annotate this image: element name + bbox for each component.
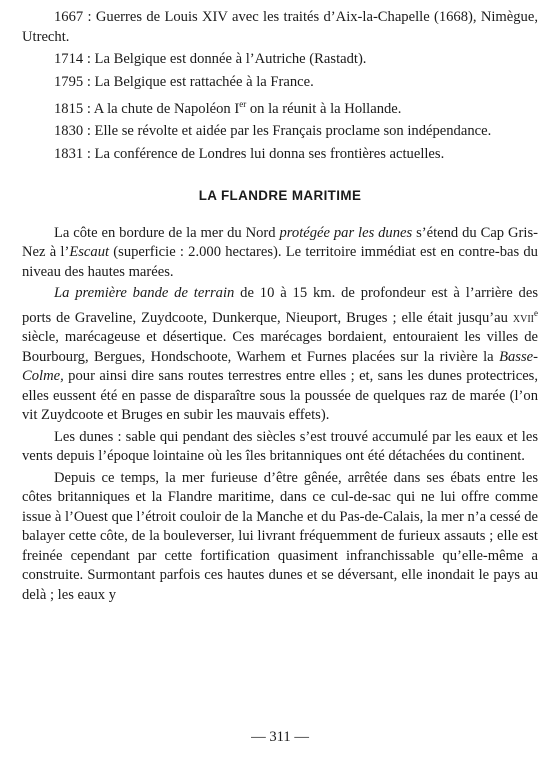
paragraph-sea: Depuis ce temps, la mer furieuse d’être gênée, arrêtée dans ses ébats entre les côtes britanniques et la Flandre maritime, dans ce cul-de-sac qui ne lui offre comme issue à l’Ouest que l’étroit couloir de la Manche et du Pas-de-Calais, la mer n’a cessé de balayer cette côte, de la bouleverser, lui livrant fréquemment de furieux assauts ; elle est freinée cependant par cette fortification quasiment infranchissable qu’elle-même a construite. Surmontant parfois ces hautes dunes et se déversant, elle inondait le pays au delà ; les eaux y [22,469,538,603]
paragraph-coast: La côte en bordure de la mer du Nord protégée par les dunes s’étend du Cap Gris-Nez à l’Escaut (superficie : 2.000 hectares). Le territoire immédiat est en contre-bas du niveau des hautes marées. [22,224,538,280]
chronology-entry-1831: 1831 : La conférence de Londres lui donna ses frontières actuelles. [54,145,445,162]
chronology-entry-1830: 1830 : Elle se révolte et aidée par les Français proclame son indépendance. [54,123,492,140]
page-number: — 311 — [251,729,309,745]
paragraph-first-strip: La première bande de terrain de 10 à 15 km. de profondeur est à l’arrière des ports de Graveline, Zuydcoote, Dunkerque, Nieuport, Bruges ; elle était jusqu’au xvii$^e$ siècle, marécageuse et désertique. Ces marécages bordaient, entouraient les villes de Bourbourg, Bergues, Hondschoote, Warhem et Furnes placées sur la rivière la Basse-Colme, pour ainsi dire sans routes terrestres entre elles ; et, sans les dunes protectrices, elles eussent été en passe de disparaître sous la poussée de quelques raz de marée (l’on vit Zuydcoote et Bruges en subir les mauvais effets). [22,285,538,424]
paragraph-dunes: Les dunes : sable qui pendant des siècles s’est trouvé accumulé par les eaux et les vents depuis l’époque lointaine où les îles britanniques ont été détachées du continent. [22,428,538,465]
chronology-list [22,8,538,164]
chronology-entry-1795: 1795 : La Belgique est rattachée à la France. [54,73,314,90]
chronology-entry-1714: 1714 : La Belgique est donnée à l’Autriche (Rastadt). [54,51,367,67]
document-page [22,8,538,760]
section-title: LA FLANDRE MARITIME [198,188,362,204]
chronology-entry-1815: 1815 : A la chute de Napoléon Ier on la réunit à la Hollande. [54,99,402,117]
section-body [22,224,538,605]
chronology-entry-1667: 1667 : Guerres de Louis XIV avec les traités d’Aix-la-Chapelle (1668), Nimègue, Utrecht. [22,9,538,45]
